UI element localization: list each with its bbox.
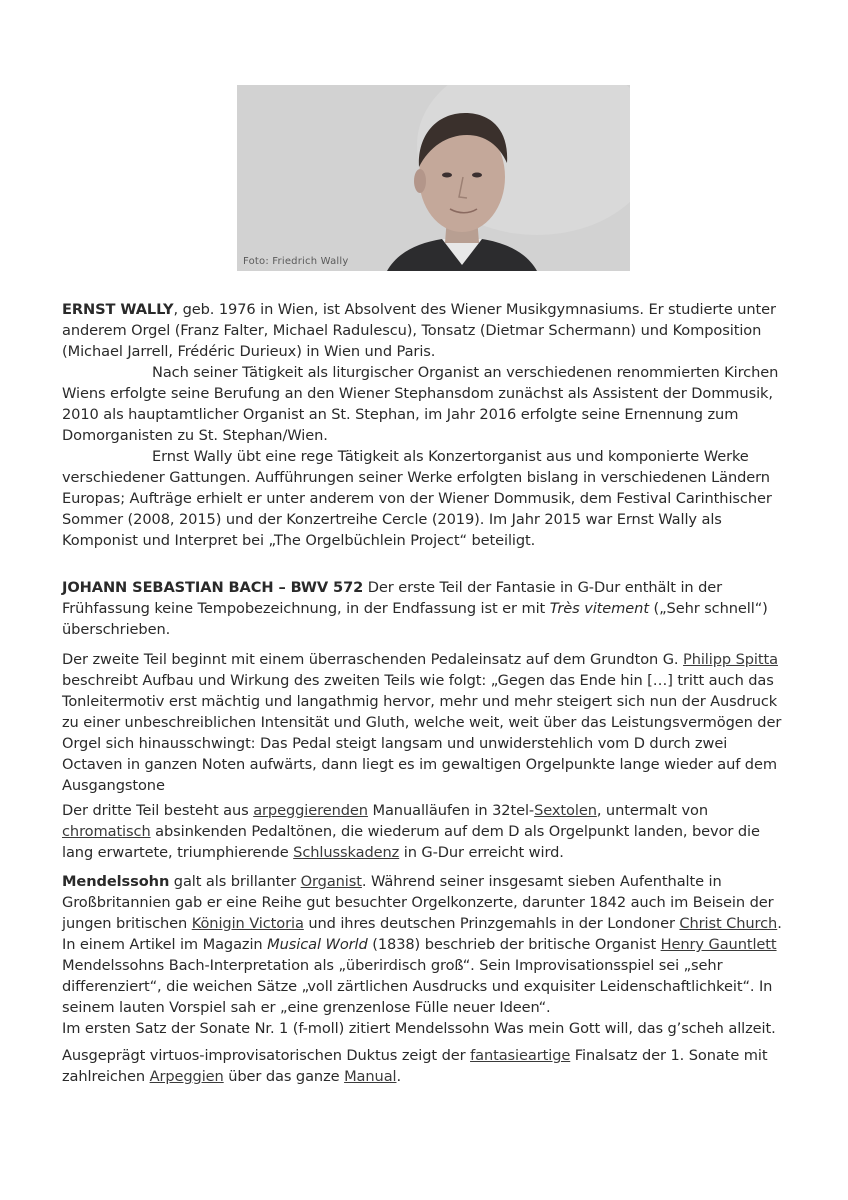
- mendelssohn-paragraph-1: [62, 871, 782, 1039]
- mendelssohn-text-8: Ausgeprägt virtuos-improvisatorischen Duktus zeigt der: [62, 1047, 471, 1064]
- bach-text-3b: Manualläufen in 32tel-: [367, 802, 535, 819]
- link-christ-church[interactable]: Christ Church: [679, 915, 778, 932]
- link-schlusskadenz[interactable]: Schlusskadenz: [293, 844, 400, 861]
- bach-text-3e: in G-Dur erreicht wird.: [399, 844, 564, 861]
- bio-paragraph-1: [62, 299, 782, 362]
- mendelssohn-text-4: . In einem Artikel im Magazin: [62, 915, 782, 953]
- magazine-title: Musical World: [267, 936, 368, 953]
- bach-heading: JOHANN SEBASTIAN BACH – BWV 572: [62, 579, 364, 596]
- bach-text-2b: beschreibt Aufbau und Wirkung des zweiten Teils wie folgt: „Gegen das Ende hin […] tritt auch das Tonleitermotiv erst mächtig und langathmig hervor, mehr und mehr steigert sich nun der Ausdruck zu einer unbeschreiblichen Intensität und Gluth, welche weit, weit über das Leistungsvermögen der Orgel sich hinausschwingt: Das Pedal steigt langsam und unwiderstehlich vom D durch zwei Octaven in ganzen Noten aufwärts, dann liegt es im gewaltigen Orgelpunkte lange wieder auf dem Ausgangstone: [62, 672, 782, 794]
- mendelssohn-text-1: galt als brillanter: [169, 873, 301, 890]
- mendelssohn-text-7: Im ersten Satz der Sonate Nr. 1 (f-moll) zitiert Mendelssohn Was mein Gott will, das g’scheh allzeit.: [62, 1020, 776, 1037]
- bach-paragraph-3: [62, 800, 782, 863]
- bach-text-2a: Der zweite Teil beginnt mit einem überraschenden Pedaleinsatz auf dem Grundton G.: [62, 651, 683, 668]
- mendelssohn-text-6: Mendelssohns Bach-Interpretation als „überirdisch groß“. Sein Improvisationsspiel sei „sehr differenziert“, die weichen Sätze „voll zärtlichen Ausdrucks und exquisiter Leidenschaftlichkeit“. In seinem lauten Vorspiel sah er „eine grenzenlose Fülle neuer Ideen“.: [62, 957, 773, 1016]
- link-manual[interactable]: Manual: [344, 1068, 397, 1085]
- mendelssohn-name: Mendelssohn: [62, 873, 170, 890]
- link-henry-gauntlett[interactable]: Henry Gauntlett: [660, 936, 777, 953]
- mendelssohn-paragraph-2: [62, 1045, 782, 1087]
- mendelssohn-text-9: Finalsatz der 1. Sonate mit zahlreichen: [62, 1047, 768, 1085]
- bio-text-1: , geb. 1976 in Wien, ist Absolvent des Wiener Musikgymnasiums. Er studierte unter anderem Orgel (Franz Falter, Michael Radulescu), Tonsatz (Dietmar Schermann) und Komposition (Michael Jarrell, Frédéric Durieux) in Wien und Paris.: [62, 301, 776, 360]
- bach-paragraph-2: [62, 649, 782, 796]
- link-chromatisch[interactable]: chromatisch: [62, 823, 151, 840]
- mendelssohn-text-10: über das ganze: [223, 1068, 345, 1085]
- bach-text-3c: , untermalt von: [596, 802, 708, 819]
- link-philipp-spitta[interactable]: Philipp Spitta: [683, 651, 778, 668]
- link-arpeggien[interactable]: Arpeggien: [149, 1068, 224, 1085]
- bach-text-3d: absinkenden Pedaltönen, die wiederum auf dem D als Orgelpunkt landen, bevor die lang erwartete, triumphierende: [62, 823, 760, 861]
- link-arpeggierenden[interactable]: arpeggierenden: [253, 802, 368, 819]
- portrait-illustration: [237, 85, 630, 271]
- mendelssohn-text-2: . Während seiner insgesamt sieben Aufenthalte in Großbritannien gab er eine Reihe gut besuchter Orgelkonzerte, darunter 1842 auch im Beisein der jungen britischen: [62, 873, 774, 932]
- tempo-marking: Très vitement: [549, 600, 649, 617]
- mendelssohn-text-3: und ihres deutschen Prinzgemahls in der Londoner: [303, 915, 680, 932]
- portrait-photo: [237, 85, 630, 271]
- link-organist[interactable]: Organist: [300, 873, 362, 890]
- bio-paragraph-2: Nach seiner Tätigkeit als liturgischer Organist an verschiedenen renommierten Kirchen Wiens erfolgte seine Berufung an den Wiener Stephansdom zunächst als Assistent der Dommusik, 2010 als hauptamtlicher Organist an St. Stephan, im Jahr 2016 erfolgte seine Ernennung zum Domorganisten zu St. Stephan/Wien.: [62, 364, 779, 444]
- bach-text-1a: Der erste Teil der Fantasie in G-Dur enthält in der Frühfassung keine Tempobezeichnung, in der Endfassung ist er mit: [62, 579, 723, 617]
- bach-paragraph-1: [62, 577, 782, 640]
- photo-credit: Foto: Friedrich Wally: [243, 256, 349, 267]
- link-koenigin-victoria[interactable]: Königin Victoria: [191, 915, 304, 932]
- link-fantasieartige[interactable]: fantasieartige: [470, 1047, 571, 1064]
- bio-name: ERNST WALLY: [62, 301, 174, 318]
- mendelssohn-text-5: (1838) beschrieb der britische Organist: [367, 936, 661, 953]
- bio-paragraph-3: Ernst Wally übt eine rege Tätigkeit als Konzertorganist aus und komponierte Werke verschiedener Gattungen. Aufführungen seiner Werke erfolgten bislang in verschiedenen Ländern Europas; Aufträge erhielt er unter anderem von der Wiener Dommusik, dem Festival Carinthischer Sommer (2008, 2015) und der Konzertreihe Cercle (2019). Im Jahr 2015 war Ernst Wally als Komponist und Interpret bei „The Orgelbüchlein Project“ beteiligt.: [62, 448, 772, 549]
- bach-text-1b: („Sehr schnell“) überschrieben.: [62, 600, 768, 638]
- link-sextolen[interactable]: Sextolen: [534, 802, 597, 819]
- bach-text-3a: Der dritte Teil besteht aus: [62, 802, 254, 819]
- mendelssohn-text-11: .: [396, 1068, 402, 1085]
